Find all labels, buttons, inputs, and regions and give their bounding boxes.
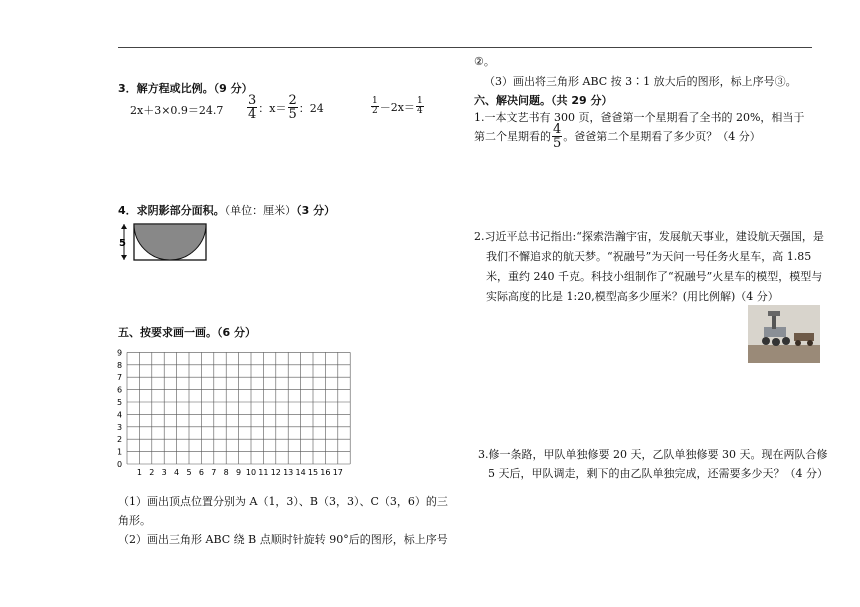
x-tick-label: 11: [258, 468, 269, 477]
equation-3: [370, 97, 425, 116]
eq2-frac2-num: 2: [288, 93, 297, 108]
x-tick-label: 16: [320, 468, 331, 477]
eq2-frac2-den: 5: [288, 107, 297, 122]
mars-rover-photo: [748, 305, 820, 363]
eq2-frac1-den: 4: [248, 107, 257, 122]
eq2-mid: ：x＝: [258, 101, 287, 115]
y-tick-label: 7: [117, 373, 123, 383]
question-1-line-1: 1.一本文艺书有 300 页，爸爸第一个星期看了全书的 20%，相当于: [474, 111, 805, 124]
y-tick-label: 8: [117, 360, 123, 370]
section-5-task-1: （1）画出顶点位置分别为 A（1，3）、B（3，3）、C（3，6）的三角形。: [118, 495, 448, 527]
rover-image: [748, 305, 820, 363]
eq3-frac2-num: 1: [416, 96, 423, 106]
eq3-frac-den: 2: [372, 106, 378, 116]
question-1-text-a: 第二个星期看的: [474, 130, 551, 143]
y-tick-label: 3: [117, 422, 123, 432]
coordinate-grid: [115, 344, 355, 482]
y-tick-label: 4: [117, 410, 123, 420]
section-4-unit: （单位：厘米）: [224, 204, 297, 217]
x-tick-label: 1: [136, 468, 142, 477]
section-5-task-2: （2）画出三角形 ABC 绕 B 点顺时针旋转 90°后的图形，标上序号: [118, 533, 448, 546]
x-tick-label: 8: [223, 468, 229, 477]
y-tick-label: 5: [117, 398, 123, 407]
eq3-frac2-den: 4: [416, 106, 423, 116]
x-tick-label: 13: [283, 468, 294, 477]
x-tick-label: 14: [295, 468, 306, 477]
x-tick-label: 3: [161, 468, 167, 477]
eq3-mid: －2x＝: [379, 100, 415, 114]
eq2-frac1-num: 3: [248, 93, 257, 108]
x-tick-label: 12: [270, 468, 281, 477]
question-1-text-b: 。爸爸第二个星期看了多少页？（4 分）: [563, 130, 761, 143]
y-tick-label: 0: [117, 460, 123, 469]
x-tick-label: 6: [198, 468, 204, 477]
x-tick-label: 5: [186, 468, 192, 477]
section-5-title: 五、按要求画一画。（6 分）: [118, 326, 256, 339]
question-1-frac-den: 5: [553, 136, 562, 151]
eq3-frac-num: 1: [372, 96, 378, 106]
x-tick-label: 17: [332, 468, 343, 477]
section-6-title: 六、解决问题。（共 29 分）: [474, 94, 613, 107]
shaded-area-figure: [118, 220, 218, 264]
section-4-score: （3 分）: [296, 204, 336, 217]
section-5-task-3: （3）画出将三角形 ABC 按 3∶1 放大后的图形，标上序号③。: [484, 75, 797, 88]
x-tick-label: 7: [211, 468, 217, 477]
question-1-line-2: [474, 123, 761, 150]
question-2: 2.习近平总书记指出:“探索浩瀚宇宙，发展航天事业，建设航天强国，是我们不懈追求的航天梦。“祝融号”为天问一号任务火星车，高 1.85 米，重约 240 千克。科技小组制作了“祝融号”火星车的模型，模型与实际高度的比是 1:20,模型高多少厘米？(用比例解)（4 分）: [474, 230, 824, 303]
dimension-label: 5: [119, 238, 126, 249]
x-tick-label: 9: [236, 468, 242, 477]
question-3: 3.修一条路，甲队单独修要 20 天，乙队单独修要 30 天。现在两队合修 5 天后，甲队调走，剩下的由乙队单独完成，还需要多少天？（4 分）: [478, 448, 828, 480]
section-3-title: 3．解方程或比例。（9 分）: [118, 82, 253, 95]
section-4-title: [118, 202, 335, 218]
x-tick-label: 15: [307, 468, 319, 477]
eq2-tail: ：24: [298, 101, 324, 115]
x-tick-label: 4: [174, 468, 180, 477]
equation-1: 2x＋3×0.9＝24.7: [130, 104, 224, 117]
y-tick-label: 9: [117, 348, 123, 358]
y-tick-label: 2: [117, 435, 123, 445]
x-tick-label: 2: [149, 468, 155, 477]
equation-2: [246, 94, 324, 121]
y-tick-label: 1: [117, 447, 123, 457]
y-tick-label: 6: [117, 385, 123, 395]
x-tick-label: 10: [245, 468, 257, 477]
question-1-frac-num: 4: [553, 122, 562, 137]
section-4-title-main: 4．求阴影部分面积。: [118, 204, 225, 217]
task-2-label-marker: ②。: [474, 55, 495, 68]
header-rule: [118, 47, 812, 48]
